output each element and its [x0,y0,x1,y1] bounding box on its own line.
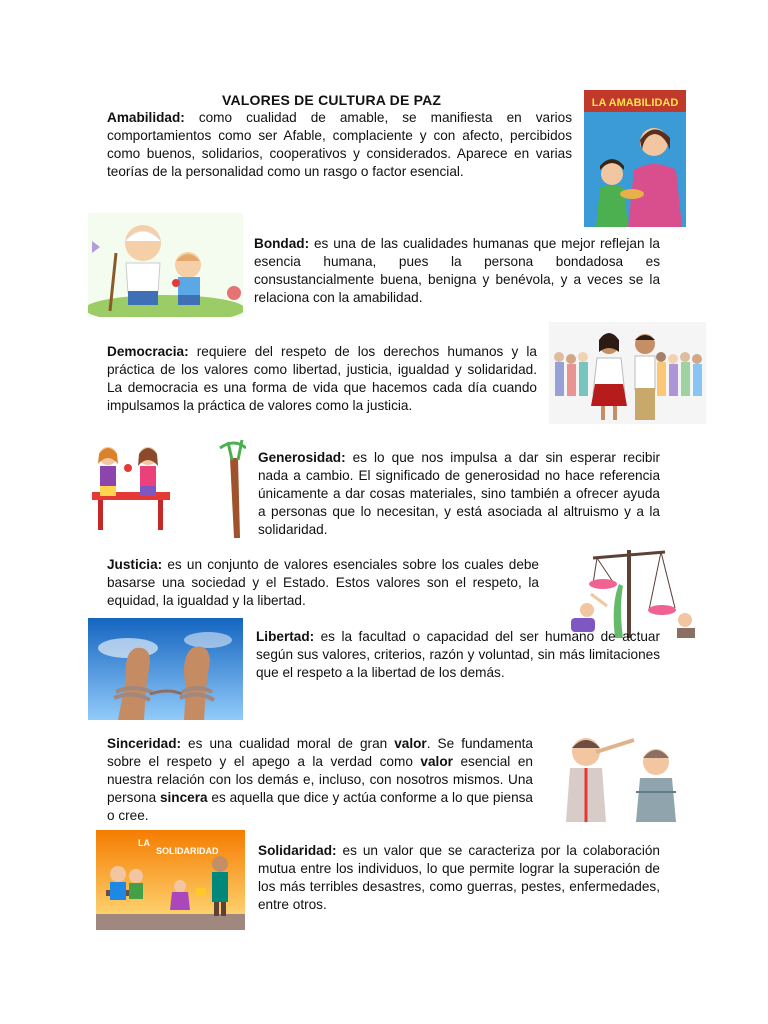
paragraph-democracia [107,343,537,415]
word-valor-1: valor [394,736,427,751]
sinceridad-illustration [556,722,692,822]
text-sinceridad-3: esencial en nuestra relación con los demás e, incluso, con nosotros mismos. Una persona [107,754,533,805]
paragraph-generosidad [258,449,660,539]
term-bondad: Bondad: [254,236,310,251]
paragraph-justicia [107,556,539,610]
text-justicia: es un conjunto de valores esenciales sobre los cuales debe basarse una sociedad y el Estado. Estos valores son el respeto, la equidad, la igualdad y la libertad. [107,557,539,608]
paragraph-amabilidad [107,109,572,181]
word-valor-2: valor [420,754,453,769]
amabilidad-illustration [584,90,686,227]
generosidad-illustration [88,438,246,540]
text-amabilidad: como cualidad de amable, se manifiesta en varios comportamientos como ser Afable, complaciente y con afecto, percibidos como buenos, solidarios, cooperativos y considerados. Aparece en varias teorías de la personalidad como un rasgo o factor esencial. [107,110,572,179]
amabilidad-caption: LA AMABILIDAD [591,97,679,109]
paragraph-bondad [254,235,660,307]
paragraph-sinceridad [107,735,533,825]
text-sinceridad-2: . Se fundamenta sobre el respeto y el apego a la verdad como [107,736,533,769]
text-sinceridad-1: es una cualidad moral de gran [181,736,395,751]
text-sinceridad-4: es aquella que dice y actúa conforme a lo que piensa o cree. [107,790,533,823]
term-sinceridad: Sinceridad: [107,736,182,751]
democracia-illustration [549,322,706,424]
text-libertad: es la facultad o capacidad del ser humano de actuar según sus valores, criterios, razón y voluntad, sin más limitaciones que el respeto a la libertad de los demás. [256,629,660,680]
page-title: VALORES DE CULTURA DE PAZ [222,92,442,108]
term-libertad: Libertad: [256,629,315,644]
term-justicia: Justicia: [107,557,163,572]
term-amabilidad: Amabilidad: [107,110,185,125]
word-sincera: sincera [159,790,208,805]
text-democracia: requiere del respeto de los derechos humanos y la práctica de los valores como libertad, justicia, igualdad y solidaridad. La democracia es una forma de vida que hacemos cada día cuando impulsamos la práctica de valores como la justicia. [107,344,537,413]
solidaridad-caption-2: SOLIDARIDAD [156,846,219,856]
libertad-illustration [88,618,243,720]
term-democracia: Democracia: [107,344,189,359]
text-solidaridad: es un valor que se caracteriza por la colaboración mutua entre los individuos, lo que permite lograr la superación de los más terribles desastres, como guerras, pestes, enfermedades, entre otros. [258,843,660,912]
bondad-illustration [88,213,243,317]
solidaridad-illustration [96,830,245,930]
paragraph-solidaridad [258,842,660,914]
text-generosidad: es lo que nos impulsa a dar sin esperar recibir nada a cambio. El significado de generosidad no hace referencia únicamente a dar cosas materiales, sino también a ofrecer ayuda a personas que lo necesitan, y está asociada al altruismo y a la solidaridad. [258,450,660,537]
term-generosidad: Generosidad: [258,450,346,465]
paragraph-libertad [256,628,660,682]
term-solidaridad: Solidaridad: [258,843,337,858]
solidaridad-caption-1: LA [138,838,150,848]
text-bondad: es una de las cualidades humanas que mejor reflejan la esencia humana, pues la persona bondadosa es consustancialmente buena, benigna y benévola, y a veces se la relaciona con la amabilidad. [254,236,660,305]
